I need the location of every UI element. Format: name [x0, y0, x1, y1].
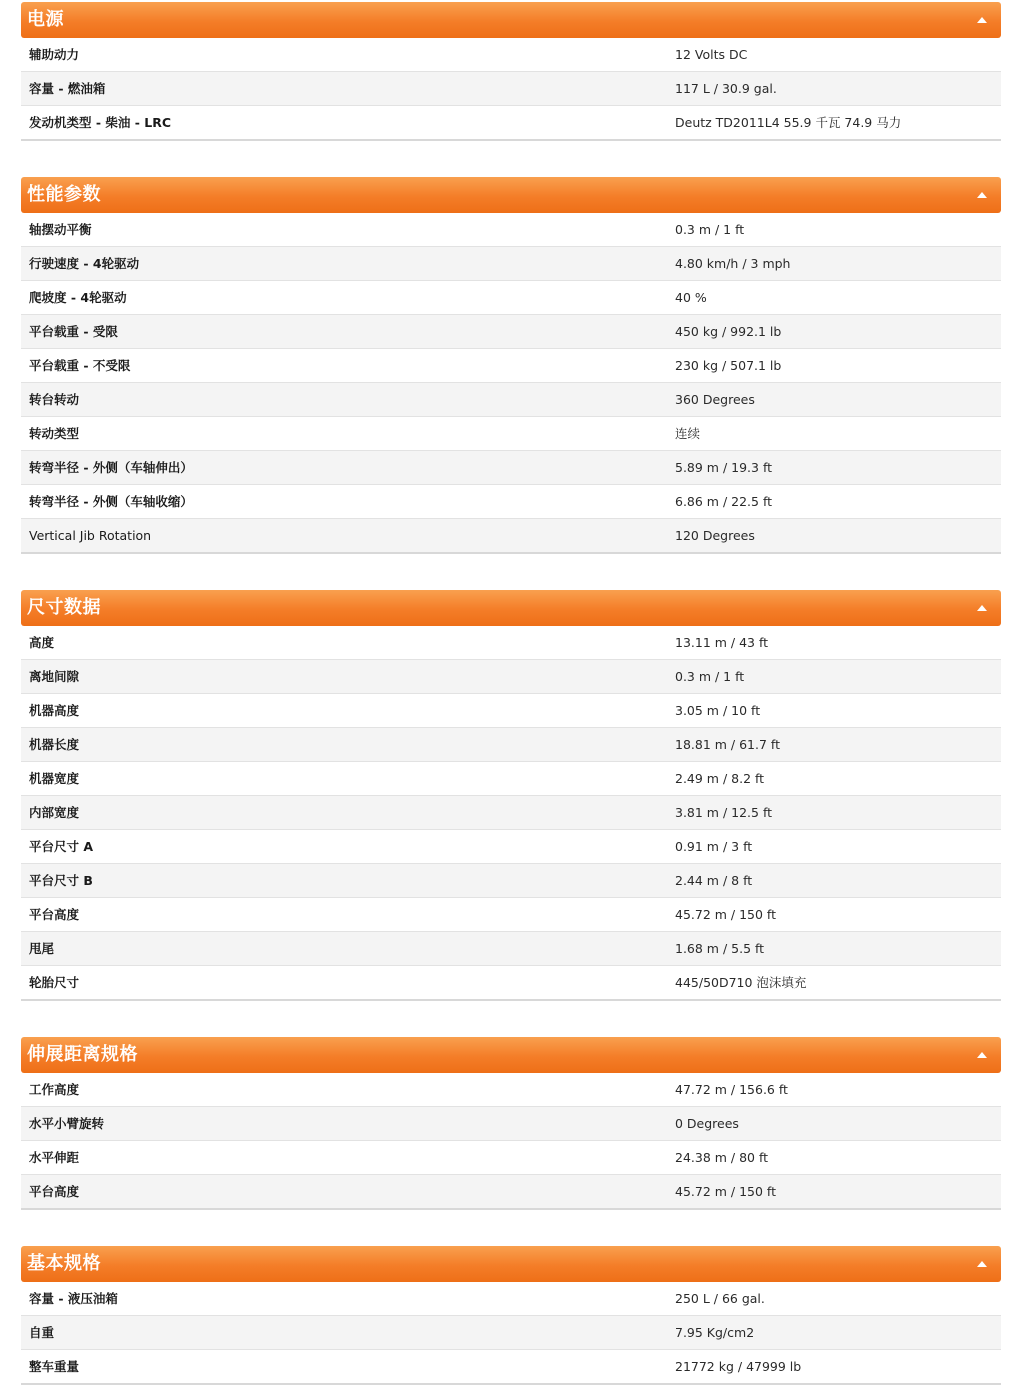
spec-table: [21, 1073, 1001, 1210]
row-label: 辅助动力: [29, 47, 80, 62]
row-label: 高度: [29, 635, 55, 650]
section-header-performance[interactable]: [21, 177, 1001, 213]
table-row: [21, 1282, 1001, 1316]
spec-table: [21, 1282, 1001, 1385]
section-reach: [21, 1037, 1001, 1210]
row-label: 工作高度: [29, 1082, 80, 1097]
row-label: 自重: [29, 1325, 55, 1340]
row-value: 250 L / 66 gal.: [675, 1291, 765, 1306]
row-value: 4.80 km/h / 3 mph: [675, 256, 791, 271]
table-row: [21, 519, 1001, 552]
row-label: Vertical Jib Rotation: [29, 528, 152, 543]
row-value: 117 L / 30.9 gal.: [675, 81, 777, 96]
chevron-up-icon[interactable]: [977, 605, 987, 611]
table-row: [21, 349, 1001, 383]
table-row: [21, 694, 1001, 728]
row-value: 360 Degrees: [675, 392, 755, 407]
table-row: [21, 898, 1001, 932]
table-row: [21, 830, 1001, 864]
row-label: 轴摆动平衡: [29, 222, 92, 237]
table-row: [21, 38, 1001, 72]
row-value: 0.3 m / 1 ft: [675, 222, 745, 237]
row-label: 平台载重 - 受限: [29, 324, 118, 339]
row-label: 容量 - 燃油箱: [29, 81, 106, 96]
table-row: [21, 72, 1001, 106]
table-row: [21, 864, 1001, 898]
table-row: [21, 383, 1001, 417]
section-header-basic[interactable]: [21, 1246, 1001, 1282]
row-label: 轮胎尺寸: [29, 975, 80, 990]
chevron-up-icon[interactable]: [977, 1052, 987, 1058]
table-row: [21, 1350, 1001, 1383]
table-row: [21, 315, 1001, 349]
table-row: [21, 106, 1001, 139]
table-row: [21, 281, 1001, 315]
row-value: 47.72 m / 156.6 ft: [675, 1082, 788, 1097]
row-value: 0 Degrees: [675, 1116, 739, 1131]
section-dimensions: [21, 590, 1001, 1001]
row-label: 行驶速度 - 4轮驱动: [29, 256, 140, 271]
row-label: 水平小臂旋转: [29, 1116, 105, 1131]
section-header-reach[interactable]: [21, 1037, 1001, 1073]
row-label: 平台载重 - 不受限: [29, 358, 131, 373]
row-value: Deutz TD2011L4 55.9 千瓦 74.9 马力: [675, 115, 902, 130]
section-title: 基本规格: [27, 1253, 101, 1274]
row-value: 2.44 m / 8 ft: [675, 873, 753, 888]
row-value: 0.91 m / 3 ft: [675, 839, 753, 854]
spec-table: [21, 626, 1001, 1001]
row-value: 5.89 m / 19.3 ft: [675, 460, 773, 475]
row-label: 平台高度: [29, 1184, 80, 1199]
row-value: 120 Degrees: [675, 528, 755, 543]
row-label: 转弯半径 - 外侧（车轴伸出）: [29, 460, 193, 475]
table-row: [21, 1141, 1001, 1175]
table-row: [21, 1316, 1001, 1350]
table-row: [21, 626, 1001, 660]
spec-table: [21, 38, 1001, 141]
row-label: 转台转动: [29, 392, 80, 407]
table-row: [21, 485, 1001, 519]
row-label: 发动机类型 - 柴油 - LRC: [29, 115, 172, 130]
row-value: 24.38 m / 80 ft: [675, 1150, 769, 1165]
table-row: [21, 728, 1001, 762]
section-header-power[interactable]: [21, 2, 1001, 38]
row-value: 3.81 m / 12.5 ft: [675, 805, 773, 820]
section-basic: [21, 1246, 1001, 1385]
row-label: 平台尺寸 B: [29, 873, 93, 888]
section-header-dimensions[interactable]: [21, 590, 1001, 626]
row-value: 12 Volts DC: [675, 47, 748, 62]
row-value: 18.81 m / 61.7 ft: [675, 737, 780, 752]
row-label: 爬坡度 - 4轮驱动: [29, 290, 127, 305]
section-title: 性能参数: [27, 184, 101, 205]
row-label: 转弯半径 - 外侧（车轴收缩）: [29, 494, 193, 509]
table-row: [21, 762, 1001, 796]
row-label: 机器高度: [29, 703, 80, 718]
row-label: 平台高度: [29, 907, 80, 922]
row-value: 45.72 m / 150 ft: [675, 1184, 777, 1199]
row-value: 450 kg / 992.1 lb: [675, 324, 782, 339]
section-title: 电源: [27, 9, 64, 30]
row-value: 0.3 m / 1 ft: [675, 669, 745, 684]
row-value: 445/50D710 泡沫填充: [675, 975, 807, 990]
table-row: [21, 1175, 1001, 1208]
row-value: 45.72 m / 150 ft: [675, 907, 777, 922]
row-value: 3.05 m / 10 ft: [675, 703, 761, 718]
row-value: 连续: [675, 426, 701, 441]
table-row: [21, 660, 1001, 694]
row-label: 转动类型: [29, 426, 80, 441]
table-row: [21, 213, 1001, 247]
table-row: [21, 1073, 1001, 1107]
section-title: 伸展距离规格: [27, 1044, 138, 1065]
table-row: [21, 966, 1001, 999]
row-value: 1.68 m / 5.5 ft: [675, 941, 765, 956]
row-label: 容量 - 液压油箱: [29, 1291, 118, 1306]
chevron-up-icon[interactable]: [977, 192, 987, 198]
row-label: 平台尺寸 A: [29, 839, 94, 854]
row-value: 230 kg / 507.1 lb: [675, 358, 782, 373]
table-row: [21, 451, 1001, 485]
table-row: [21, 247, 1001, 281]
row-label: 机器长度: [29, 737, 80, 752]
row-label: 机器宽度: [29, 771, 80, 786]
row-label: 甩尾: [29, 941, 55, 956]
row-label: 内部宽度: [29, 805, 80, 820]
row-value: 7.95 Kg/cm2: [675, 1325, 755, 1340]
table-row: [21, 417, 1001, 451]
row-value: 40 %: [675, 290, 707, 305]
section-title: 尺寸数据: [27, 597, 101, 618]
table-row: [21, 796, 1001, 830]
row-value: 13.11 m / 43 ft: [675, 635, 769, 650]
row-value: 21772 kg / 47999 lb: [675, 1359, 802, 1374]
row-value: 6.86 m / 22.5 ft: [675, 494, 773, 509]
section-power: [21, 2, 1001, 141]
spec-table: [21, 213, 1001, 554]
chevron-up-icon[interactable]: [977, 17, 987, 23]
row-label: 离地间隙: [29, 669, 80, 684]
chevron-up-icon[interactable]: [977, 1261, 987, 1267]
row-value: 2.49 m / 8.2 ft: [675, 771, 765, 786]
table-row: [21, 932, 1001, 966]
row-label: 整车重量: [29, 1359, 80, 1374]
section-performance: [21, 177, 1001, 554]
row-label: 水平伸距: [29, 1150, 80, 1165]
table-row: [21, 1107, 1001, 1141]
